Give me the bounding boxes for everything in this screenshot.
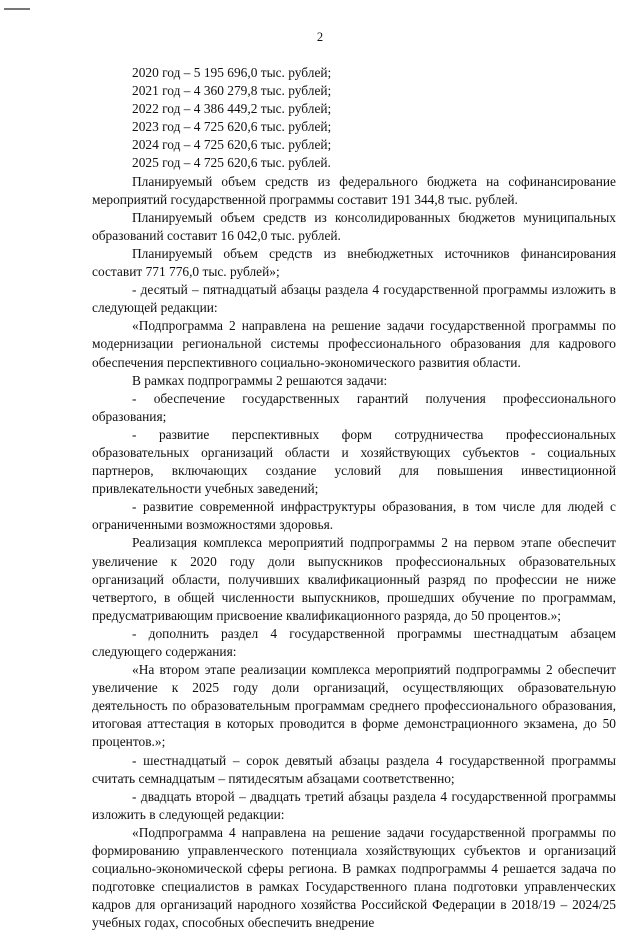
funding-year-line: 2021 год – 4 360 279,8 тыс. рублей; [132, 83, 332, 99]
paragraph: В рамках подпрограммы 2 решаются задачи: [132, 372, 388, 388]
paragraph: - дополнить раздел 4 государственной программы шестнадцатым абзацем следующего содержания: [92, 625, 616, 659]
scan-mark [4, 8, 30, 10]
page-number: 2 [316, 30, 324, 44]
paragraph: - обеспечение государственных гарантий получения профессионального образования; [92, 390, 616, 424]
paragraph: - двадцать второй – двадцать третий абзацы раздела 4 государственной программы изложить в следующей редакции: [92, 788, 616, 822]
paragraph: «Подпрограмма 2 направлена на решение задачи государственной программы по модернизации региональной системы профессионального образования для кадрового обеспечения перспективного социально-экономического развития области. [92, 318, 616, 370]
document-body [92, 64, 616, 933]
paragraph: - шестнадцатый – сорок девятый абзацы раздела 4 государственной программы считать семнадцатым – пятидесятым абзацами соответственно; [92, 752, 616, 786]
paragraph: - десятый – пятнадцатый абзацы раздела 4 государственной программы изложить в следующей редакции: [92, 282, 616, 316]
funding-year-line: 2022 год – 4 386 449,2 тыс. рублей; [132, 101, 332, 117]
paragraph: «На втором этапе реализации комплекса мероприятий подпрограммы 2 обеспечит увеличение к 2025 году доли организаций, осуществляющих образовательную деятельность по образовательным программам среднего профессионального образования, итоговая аттестация в которых проводится в форме демонстрационного экзамена, до 50 процентов.»; [92, 662, 616, 750]
paragraph: - развитие современной инфраструктуры образования, в том числе для людей с ограниченными возможностями здоровья. [92, 499, 616, 533]
funding-year-line: 2023 год – 4 725 620,6 тыс. рублей; [132, 119, 332, 135]
paragraph: - развитие перспективных форм сотрудничества профессиональных образовательных организаций области и хозяйствующих субъектов - социальных партнеров, включающих создание условий для повышения инвестиционной привлекательности учебных заведений; [92, 426, 616, 497]
paragraph: Планируемый объем средств из внебюджетных источников финансирования составит 771 776,0 тыс. рублей»; [92, 245, 616, 280]
funding-year-line: 2024 год – 4 725 620,6 тыс. рублей; [132, 137, 332, 153]
paragraph: Планируемый объем средств из консолидированных бюджетов муниципальных образований составит 16 042,0 тыс. рублей. [92, 209, 616, 243]
paragraph: «Подпрограмма 4 направлена на решение задачи государственной программы по формированию управленческого потенциала хозяйствующих субъектов и организаций социально-экономической сферы региона. В рамках подпрограммы 4 решается задача по подготовке специалистов в рамках Государственного плана подготовки управленческих кадров для организаций народного хозяйства Российской Федерации в 2018/19 – 2024/25 учебных годах, способных обеспечить внедрение [92, 824, 616, 931]
paragraph: Планируемый объем средств из федерального бюджета на софинансирование мероприятий государственной программы составит 191 344,8 тыс. рублей. [92, 173, 616, 207]
funding-year-line: 2025 год – 4 725 620,6 тыс. рублей. [132, 155, 331, 171]
paragraph: Реализация комплекса мероприятий подпрограммы 2 на первом этапе обеспечит увеличение к 2020 году доли выпускников профессиональных образовательных организаций области, получивших квалификационный разряд по профессии не ниже четвертого, в общей численности выпускников, прошедших обучение по программам, предусматривающим присвоение квалификационного разряда, до 50 процентов.»; [92, 535, 616, 623]
funding-year-line: 2020 год – 5 195 696,0 тыс. рублей; [132, 65, 332, 80]
